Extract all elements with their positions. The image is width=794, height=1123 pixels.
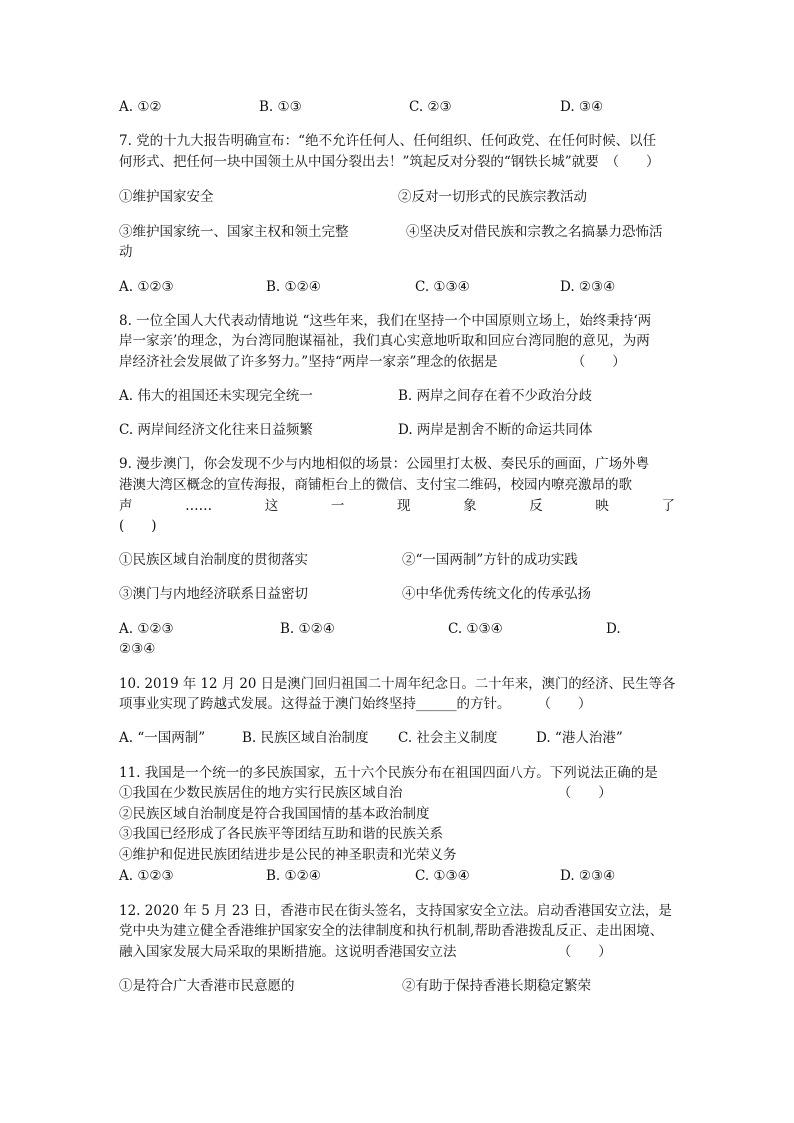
q9-word: 映 (595, 498, 609, 514)
q9-word: 一 (330, 498, 345, 514)
q9-word: …… (185, 498, 213, 514)
q8-option-c: C. 两岸间经济文化往来日益频繁 (119, 422, 313, 438)
q9-stem-line: 9. 漫步澳门，你会发现不少与内地相似的场景：公园里打太极、奏民乐的画面，广场外粤 (119, 456, 650, 472)
q7-option-b: B. ①②④ (266, 279, 321, 295)
q11-stem-line: 11. 我国是一个统一的多民族国家，五十六个民族分布在祖国四面八方。下列说法正确的是 (119, 765, 658, 781)
q9-word: 声 (119, 498, 133, 514)
q7-option-a: A. ①②③ (119, 279, 174, 295)
q12-item-1: ①是符合广大香港市民意愿的 (119, 978, 295, 994)
q9-option-a: A. ①②③ (119, 621, 174, 637)
q11-option-b: B. ①②④ (266, 868, 321, 884)
q8-option-a: A. 伟大的祖国还未实现完全统一 (119, 388, 313, 404)
q7-stem-line: 何形式、把任何一块中国领土从中国分裂出去！”筑起反对分裂的“钢铁长城”就要 （ ） (119, 154, 660, 170)
q12-stem-line: 12. 2020 年 5 月 23 日，香港市民在街头签名，支持国家安全立法。启动香港国安立法，是 (119, 903, 672, 919)
q12-stem-line: 融入国家发展大局采取的果断措施。这说明香港国安立法 （ ） (119, 944, 612, 960)
q8-option-d: D. 两岸是割舍不断的命运共同体 (398, 422, 593, 438)
option-b: B. ①③ (259, 99, 302, 115)
q11-option-d: D. ②③④ (560, 868, 616, 884)
q8-stem-line: 岸经济社会发展做了许多努力。”坚持“两岸一家亲”理念的依据是 （ ） (119, 354, 626, 370)
q10-stem-line: 10. 2019 年 12 月 20 日是澳门回归祖国二十周年纪念日。二十年来，澳门的经济、民生等各 (119, 676, 676, 692)
q7-item-1: ①维护国家安全 (119, 189, 214, 205)
option-c: C. ②③ (409, 99, 452, 115)
q9-word: 反 (529, 498, 543, 514)
option-d: D. ③④ (560, 99, 604, 115)
q9-option-c: C. ①③④ (448, 621, 503, 637)
q8-stem-line: 岸一家亲’的理念，为台湾同胞谋福祉，我们真心实意地听取和回应台湾同胞的意见，为两 (119, 333, 650, 349)
q11-item-line: ④维护和促进民族团结进步是公民的神圣职责和光荣义务 (119, 847, 457, 863)
q9-item-4: ④中华优秀传统文化的传承弘扬 (402, 586, 591, 602)
q9-option-d: D. (606, 621, 621, 637)
q11-item-line: ②民族区域自治制度是符合我国国情的基本政治制度 (119, 806, 430, 822)
q8-option-b: B. 两岸之间存在着不少政治分歧 (398, 388, 593, 404)
q9-word: 了 (661, 498, 675, 514)
q10-option-b: B. 民族区域自治制度 (242, 730, 369, 746)
q7-option-d: D. ②③④ (560, 279, 616, 295)
q7-item-4-wrap: 动 (119, 244, 133, 260)
q11-item-line: ①我国在少数民族居住的地方实行民族区域自治 （ ） (119, 785, 612, 801)
q9-option-b: B. ①②④ (280, 621, 335, 637)
q10-option-a: A. “一国两制” (119, 730, 206, 746)
q9-answer-bracket: ( ) (119, 518, 157, 534)
q10-stem-line: 项事业实现了跨越式发展。这得益于澳门始终坚持______的方针。 （ ） (119, 696, 592, 712)
q7-option-c: C. ①③④ (415, 279, 470, 295)
q12-stem-line: 党中央为建立健全香港维护国家安全的法律制度和执行机制,帮助香港拨乱反正、走出困境、 (119, 923, 664, 939)
q9-item-3: ③澳门与内地经济联系日益密切 (119, 586, 308, 602)
q7-item-3: ③维护国家统一、国家主权和领土完整 (119, 224, 349, 240)
q7-item-2: ②反对一切形式的民族宗教活动 (398, 189, 587, 205)
q7-stem-line: 7. 党的十九大报告明确宣布：“绝不允许任何人、任何组织、任何政党、在任何时候、以任 (119, 133, 657, 149)
q7-item-4: ④坚决反对借民族和宗教之名搞暴力恐怖活 (406, 224, 663, 240)
q9-word: 这 (264, 498, 279, 514)
q9-option-d-wrap: ②③④ (119, 641, 156, 657)
q9-stem-line: 港澳大湾区概念的宣传海报，商铺柜台上的微信、支付宝二维码，校园内嘹亮激昂的歌 (119, 477, 632, 493)
q9-stem-justified-line (119, 497, 675, 515)
q9-item-1: ①民族区域自治制度的贯彻落实 (119, 552, 308, 568)
q11-option-a: A. ①②③ (119, 868, 174, 884)
q9-word: 象 (463, 498, 477, 514)
q11-option-c: C. ①③④ (415, 868, 470, 884)
q10-option-c: C. 社会主义制度 (398, 730, 498, 746)
q9-word: 现 (397, 498, 411, 514)
q8-stem-line: 8. 一位全国人大代表动情地说 “这些年来，我们在坚持一个中国原则立场上，始终秉持‘两 (119, 313, 652, 329)
q12-item-2: ②有助于保持香港长期稳定繁荣 (402, 978, 591, 994)
q9-item-2: ②“一国两制”方针的成功实践 (402, 552, 578, 568)
q11-item-line: ③我国已经形成了各民族平等团结互助和谐的民族关系 (119, 826, 443, 842)
q10-option-d: D. “港人治港” (536, 730, 623, 746)
option-a: A. ①② (119, 99, 162, 115)
